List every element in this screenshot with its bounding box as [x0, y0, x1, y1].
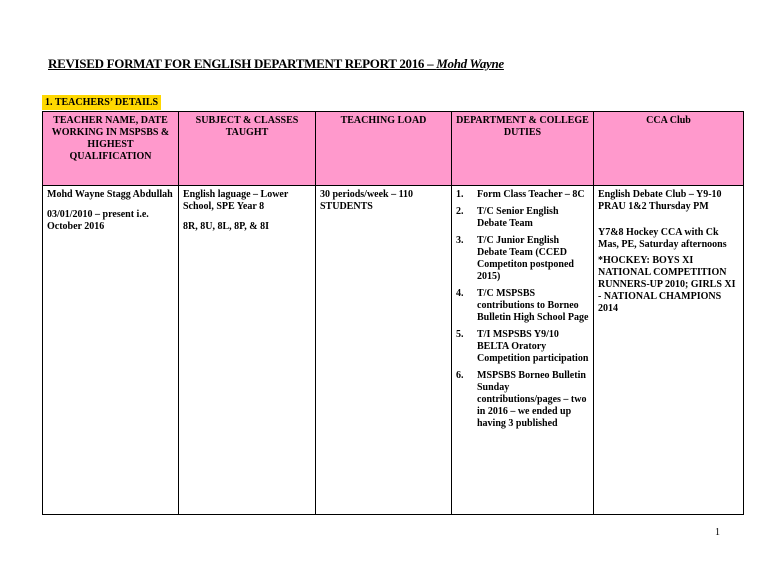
header-teacher-name: TEACHER NAME, DATE WORKING IN MSPSBS & HIGHEST QUALIFICATION [43, 112, 179, 186]
document-title [48, 56, 504, 72]
duty-text: Form Class Teacher – 8C [477, 189, 585, 200]
list-item [456, 370, 589, 430]
duty-text: T/C Junior English Debate Team (CCED Competiton postponed 2015) [477, 235, 574, 282]
duty-number: 3. [456, 235, 464, 246]
header-duties: DEPARTMENT & COLLEGE DUTIES [452, 112, 594, 186]
duty-number: 2. [456, 206, 464, 217]
cca-debate-club: English Debate Club – Y9-10 PRAU 1&2 Thursday PM [598, 189, 722, 212]
duty-text: T/C MSPSBS contributions to Borneo Bulletin High School Page [477, 288, 589, 323]
duty-number: 4. [456, 288, 464, 299]
duty-number: 1. [456, 189, 464, 200]
header-subject: SUBJECT & CLASSES TAUGHT [179, 112, 316, 186]
subject-cell [179, 186, 316, 515]
subject-classes: 8R, 8U, 8L, 8P, & 8I [183, 221, 270, 232]
teaching-load-cell [316, 186, 452, 515]
teacher-cell [43, 186, 179, 515]
duty-text: T/C Senior English Debate Team [477, 206, 559, 229]
duty-text: MSPSBS Borneo Bulletin Sunday contributions/pages – two in 2016 – we ended up having 3 published [477, 370, 587, 429]
list-item [456, 235, 589, 283]
table-header-row [43, 112, 744, 186]
cca-hockey: Y7&8 Hockey CCA with Ck Mas, PE, Saturday afternoons [598, 227, 727, 250]
teacher-name: Mohd Wayne Stagg Abdullah [47, 189, 173, 200]
page-number: 1 [715, 527, 720, 538]
subject-description: English laguage – Lower School, SPE Year 8 [183, 189, 289, 212]
list-item [456, 288, 589, 324]
cca-achievements: *HOCKEY: BOYS XI NATIONAL COMPETITION RUNNERS-UP 2010; GIRLS XI - NATIONAL CHAMPIONS 2014 [598, 255, 736, 314]
title-main: REVISED FORMAT FOR ENGLISH DEPARTMENT REPORT 2016 – [48, 56, 437, 71]
table-row [43, 186, 744, 515]
duty-text: T/I MSPSBS Y9/10 BELTA Oratory Competition participation [477, 329, 589, 364]
duties-cell [452, 186, 594, 515]
duty-number: 6. [456, 370, 464, 381]
section-heading: 1. TEACHERS’ DETAILS [42, 95, 161, 110]
list-item [456, 206, 589, 230]
teaching-load: 30 periods/week – 110 STUDENTS [320, 189, 414, 212]
teacher-dates: 03/01/2010 – present i.e. October 2016 [47, 209, 149, 232]
title-author: Mohd Wayne [436, 56, 504, 71]
header-teaching-load: TEACHING LOAD [316, 112, 452, 186]
cca-cell [594, 186, 744, 515]
teacher-details-table [42, 111, 744, 515]
duty-number: 5. [456, 329, 464, 340]
duties-list [456, 189, 589, 430]
header-cca-club: CCA Club [594, 112, 744, 186]
list-item [456, 329, 589, 365]
list-item [456, 189, 589, 201]
